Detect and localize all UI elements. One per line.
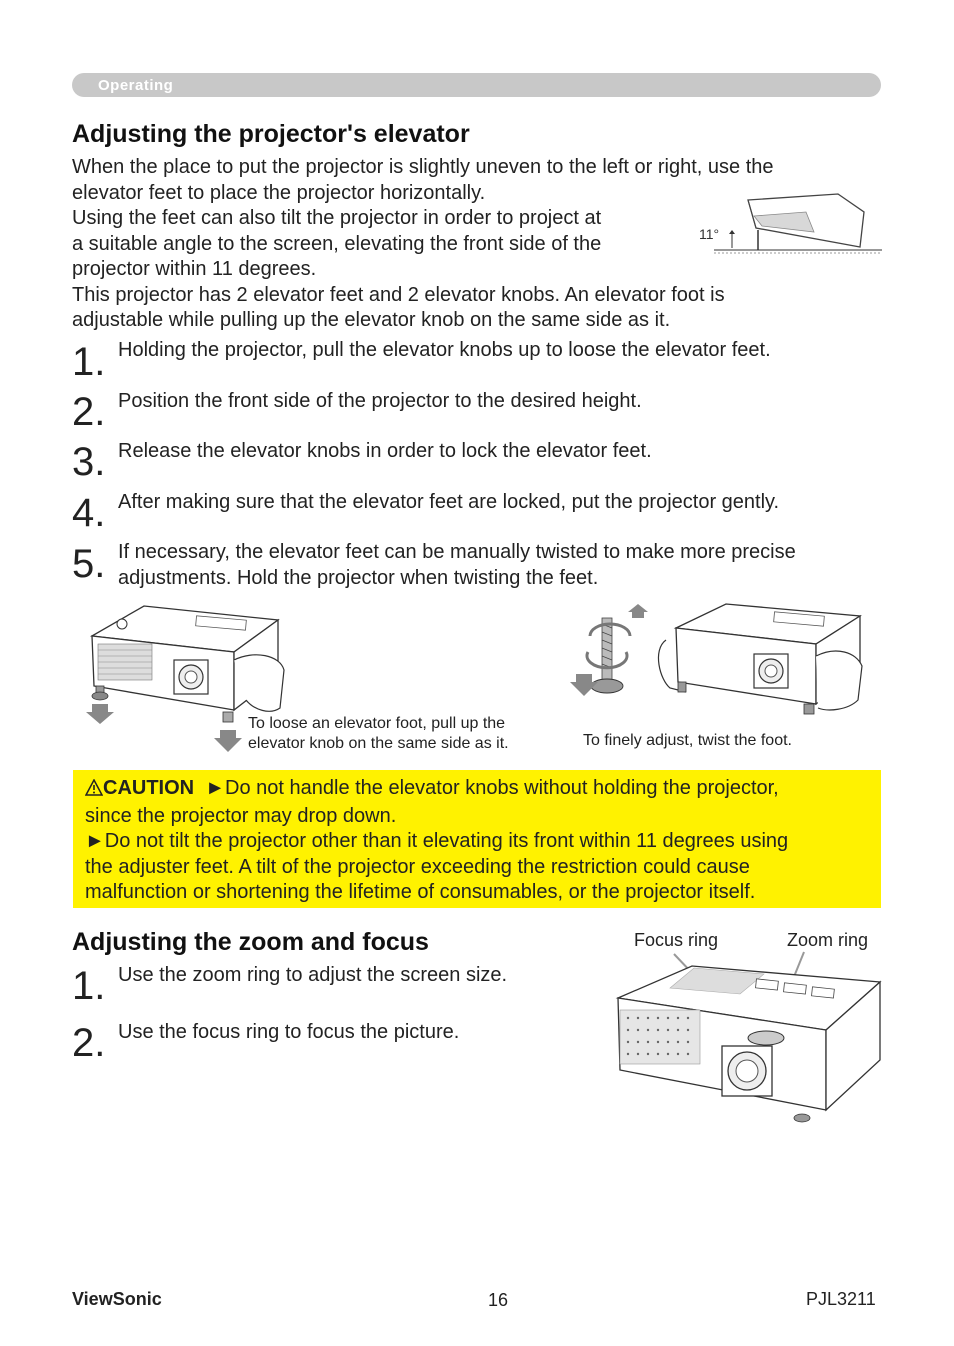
caution-line xyxy=(85,776,875,804)
zoom-title: Adjusting the zoom and focus xyxy=(72,928,429,956)
intro-line: projector within 11 degrees. xyxy=(72,258,317,280)
caution-line-text: ►Do not handle the elevator knobs without holding the projector, xyxy=(205,777,779,799)
step-line: Position the front side of the projector to the desired height. xyxy=(118,390,642,412)
angle-label: 11° xyxy=(699,226,720,242)
intro-line: elevator feet to place the projector horizontally. xyxy=(72,181,486,204)
step-line: adjustments. Hold the projector when twisting the feet. xyxy=(118,566,599,589)
zoom-ring-label: Zoom ring xyxy=(787,930,869,950)
step-text: Use the focus ring to focus the picture. xyxy=(118,1021,460,1043)
step-number: 2. xyxy=(72,390,106,434)
step-line: If necessary, the elevator feet can be manually twisted to make more precise xyxy=(118,541,796,563)
tilt-illustration xyxy=(696,190,882,260)
step-line: After making sure that the elevator feet are locked, put the projector gently. xyxy=(118,491,780,513)
footer-brand: ViewSonic xyxy=(72,1289,162,1309)
step-text xyxy=(118,540,883,591)
step-number: 3. xyxy=(72,440,106,484)
caption-left xyxy=(248,714,509,754)
step-number: 1. xyxy=(72,340,106,384)
caution-line: ►Do not tilt the projector other than it elevating its front within 11 degrees using xyxy=(85,830,789,852)
intro-line: When the place to put the projector is slightly uneven to the left or right, use the xyxy=(72,156,774,178)
intro-line: This projector has 2 elevator feet and 2 elevator knobs. An elevator foot is xyxy=(72,283,725,306)
step-number: 2. xyxy=(72,1021,106,1065)
step-text xyxy=(118,490,883,516)
intro-line: Using the feet can also tilt the projector in order to project at xyxy=(72,207,602,229)
step-text xyxy=(118,439,883,465)
warning-triangle-icon xyxy=(85,778,103,804)
caption-right: To finely adjust, twist the foot. xyxy=(583,732,792,749)
step-line: Holding the projector, pull the elevator knobs up to loose the elevator feet. xyxy=(118,339,771,361)
caution-text xyxy=(85,776,875,906)
step-number: 4. xyxy=(72,491,106,535)
footer-model: PJL3211 xyxy=(806,1289,876,1309)
projector-lens-illustration xyxy=(614,950,884,1130)
intro-line: adjustable while pulling up the elevator knob on the same side as it. xyxy=(72,309,671,331)
caption-line: elevator knob on the same side as it. xyxy=(248,735,509,752)
caution-line: since the projector may drop down. xyxy=(85,804,397,827)
page-number: 16 xyxy=(488,1290,509,1310)
section-label: Operating xyxy=(98,77,174,94)
step-line: Release the elevator knobs in order to lock the elevator feet. xyxy=(118,440,652,462)
caution-line: the adjuster feet. A tilt of the projector exceeding the restriction could cause xyxy=(85,855,750,878)
caution-box xyxy=(73,770,881,908)
caution-line: malfunction or shortening the lifetime of consumables, or the projector itself. xyxy=(85,881,756,903)
step-number: 1. xyxy=(72,964,106,1008)
step-text: Use the zoom ring to adjust the screen size. xyxy=(118,964,508,986)
focus-ring-label: Focus ring xyxy=(634,930,719,950)
elevator-title: Adjusting the projector's elevator xyxy=(72,120,470,148)
projector-twist-illustration xyxy=(566,600,866,730)
step-text xyxy=(118,338,883,364)
step-number: 5. xyxy=(72,542,106,586)
caution-label: CAUTION xyxy=(103,777,195,799)
step-text xyxy=(118,389,883,415)
caption-line: To loose an elevator foot, pull up the xyxy=(248,715,506,732)
section-header-bar xyxy=(72,73,881,97)
intro-line: a suitable angle to the screen, elevating the front side of the xyxy=(72,232,602,255)
